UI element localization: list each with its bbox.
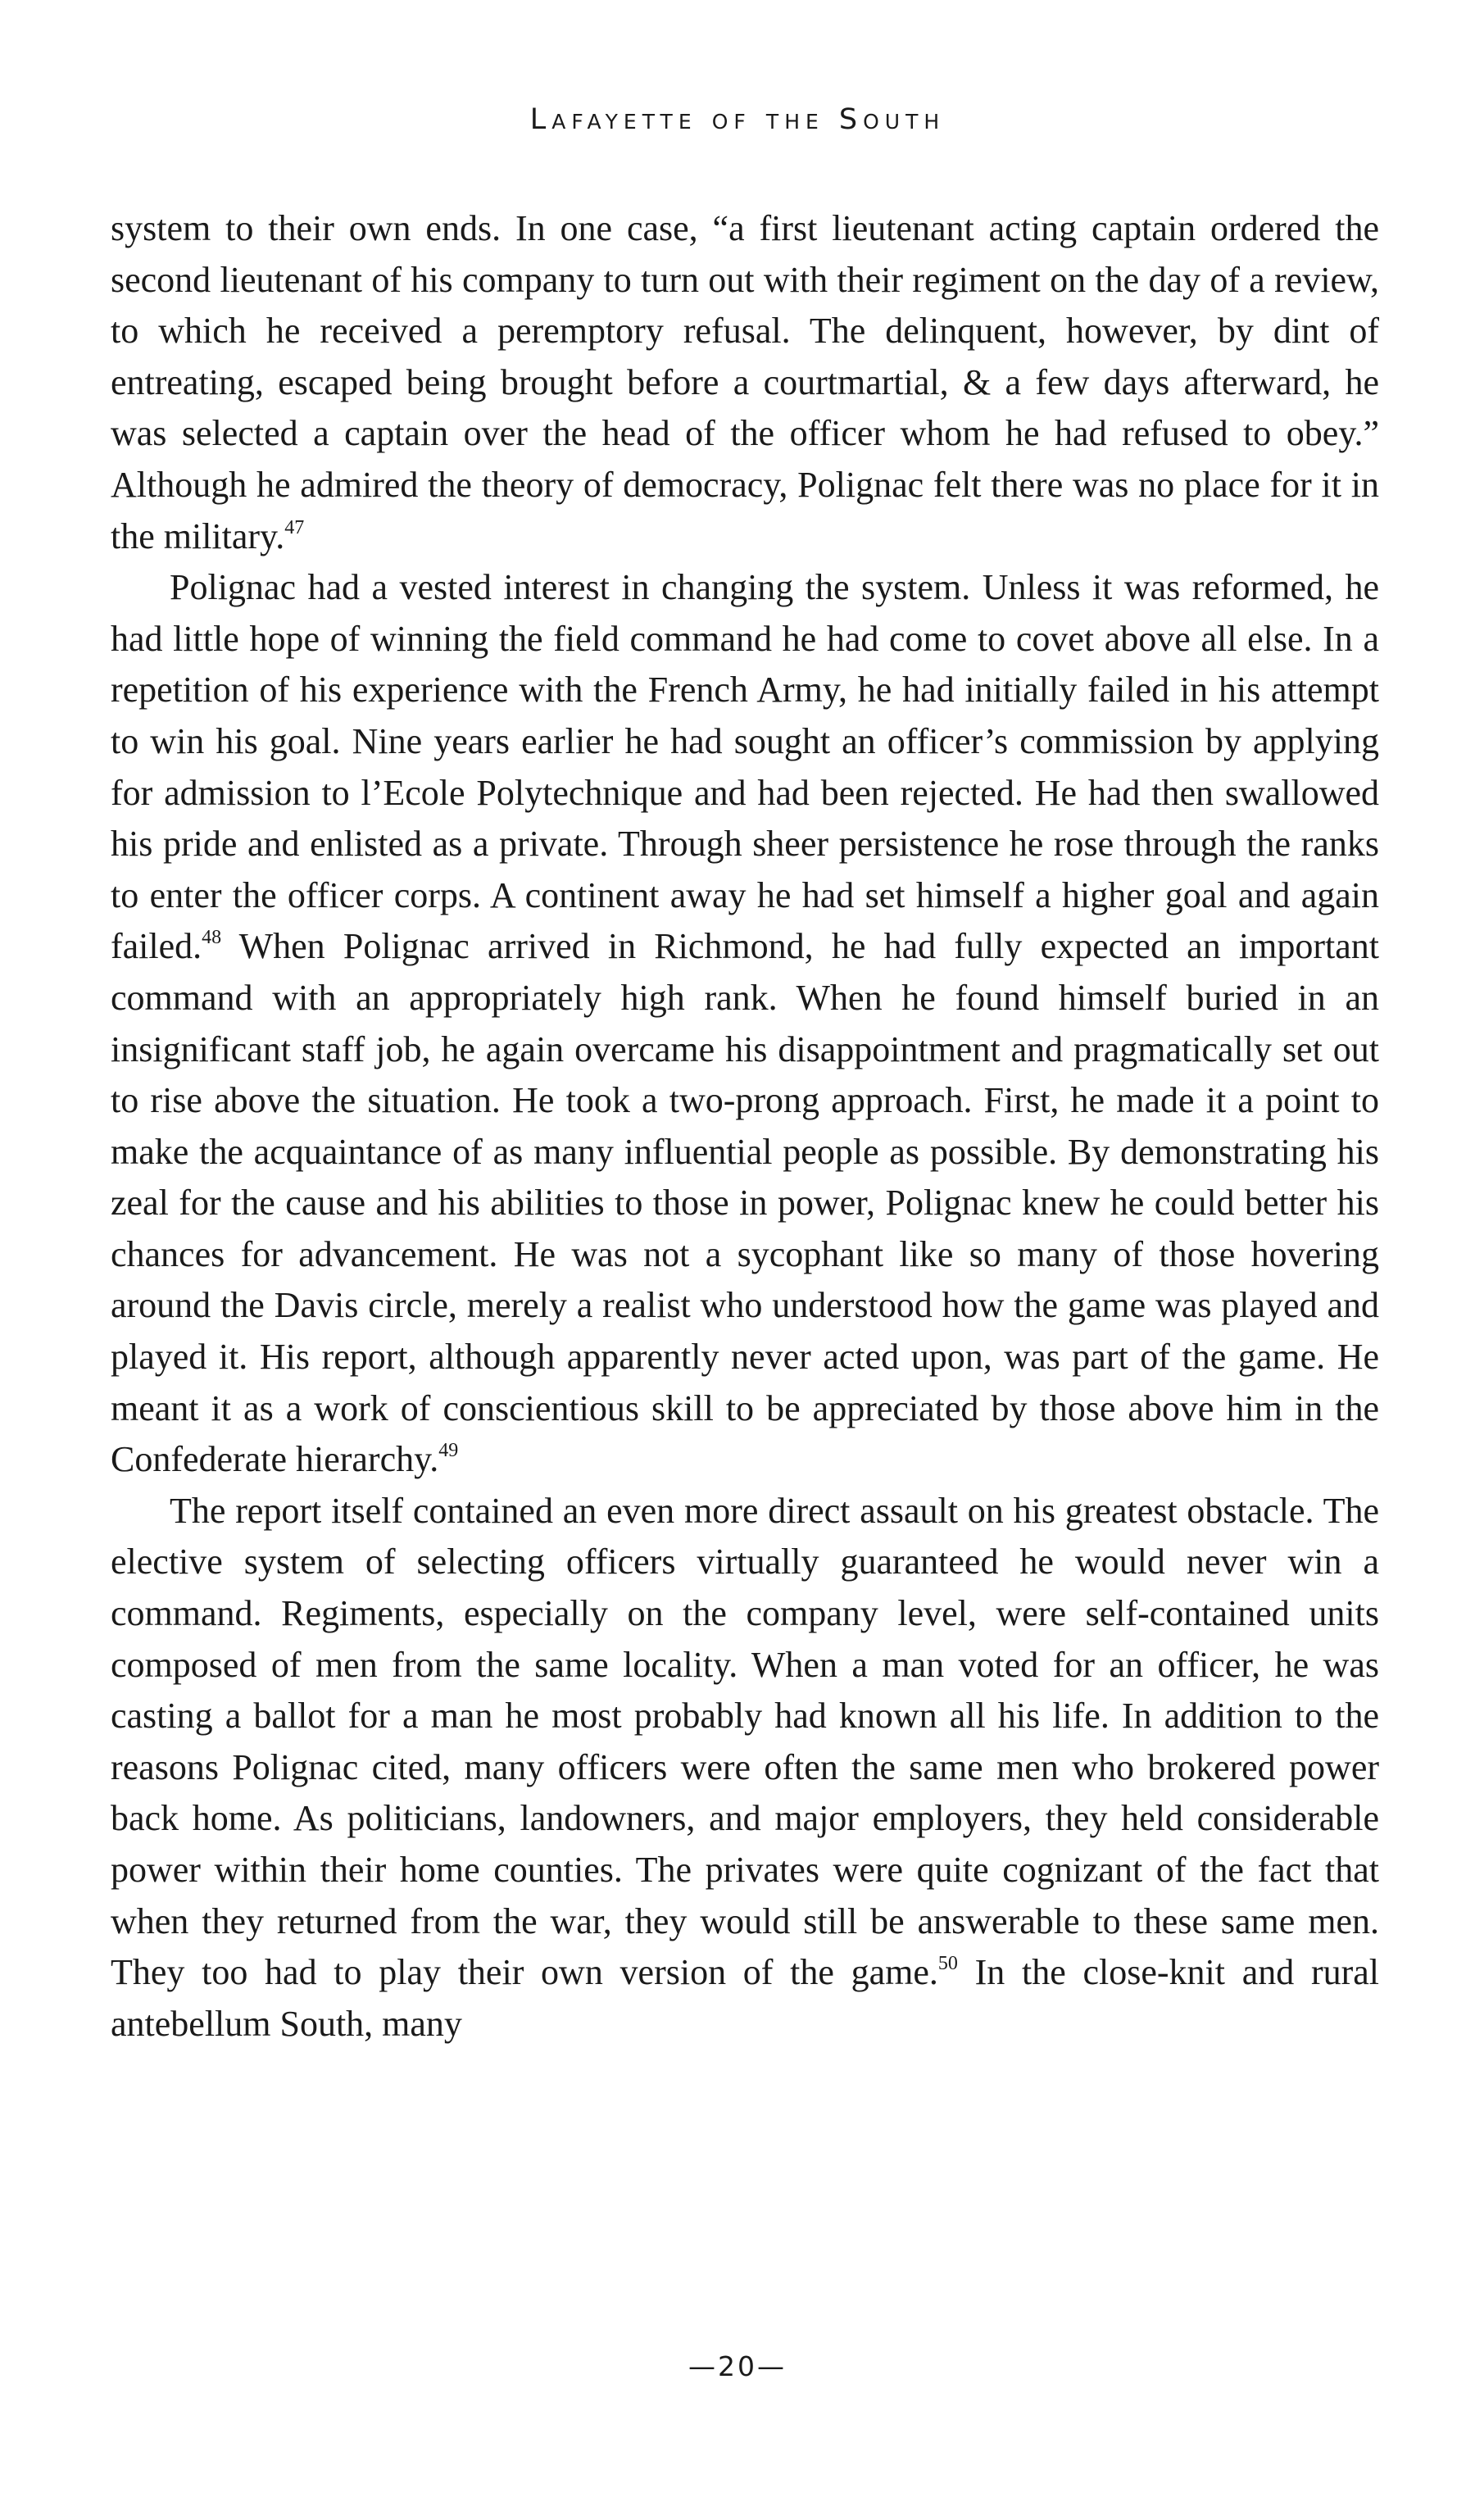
paragraph-2-text-part-2: When Polignac arrived in Richmond, he had fully expected an important command with an appropriately high rank. When he found himself buried in an insignificant staff job, he again overcame his disappointment and pragmatically set out to rise above the situation. He took a two-prong approach. First, he made it a point to make the acquaintance of as many influential people as possible. By demonstrating his zeal for the cause and his abilities to those in power, Polignac knew he could better his chances for advancement. He was not a sycophant like so many of those hovering around the Davis circle, merely a realist who understood how the game was played and played it. His report, although apparently never acted upon, was part of the game. He meant it as a work of conscientious skill to be appreciated by those above him in the Confederate hierarchy.	[111, 926, 1379, 1480]
footnote-ref-49[interactable]: 49	[438, 1440, 459, 1462]
paragraph-1-text: system to their own ends. In one case, “a first lieutenant acting captain ordered the second lieutenant of his company to turn out with their regiment on the day of a review, to which he received a peremptory refusal. The delinquent, however, by dint of entreating, escaped being brought before a courtmartial, & a few days afterward, he was selected a captain over the head of the officer whom he had refused to obey.” Although he admired the theory of democracy, Polignac felt there was no place for it in the military.	[111, 208, 1379, 556]
paragraph-1	[111, 203, 1379, 562]
running-head: Lafayette of the South	[529, 103, 946, 136]
paragraph-2	[111, 562, 1379, 1486]
page-number: —20—	[688, 2350, 787, 2382]
body-text	[111, 203, 1379, 2050]
footnote-ref-50[interactable]: 50	[937, 1953, 958, 1975]
paragraph-2-text-part-1: Polignac had a vested interest in changing the system. Unless it was reformed, he had little hope of winning the field command he had come to covet above all else. In a repetition of his experience with the French Army, he had initially failed in his attempt to win his goal. Nine years earlier he had sought an officer’s commission by applying for admission to l’Ecole Polytechnique and had been rejected. He had then swallowed his pride and enlisted as a private. Through sheer persistence he rose through the ranks to enter the officer corps. A continent away he had set himself a higher goal and again failed.	[111, 567, 1379, 967]
paragraph-3-text-part-2: In the close-knit and rural antebellum South, many	[111, 1952, 1379, 2044]
paragraph-3-text-part-1: The report itself contained an even more direct assault on his greatest obstacle. The elective system of selecting officers virtually guaranteed he would never win a command. Regiments, especially on the company level, were self-contained units composed of men from the same locality. When a man voted for an officer, he was casting a ballot for a man he most probably had known all his life. In addition to the reasons Polignac cited, many officers were often the same men who brokered power back home. As politicians, landowners, and major employers, they held considerable power within their home counties. The privates were quite cognizant of the fact that when they returned from the war, they would still be answerable to these same men. They too had to play their own version of the game.	[111, 1490, 1379, 1993]
footnote-ref-47[interactable]: 47	[284, 516, 305, 538]
paragraph-3	[111, 1486, 1379, 2050]
footnote-ref-48[interactable]: 48	[202, 927, 222, 949]
